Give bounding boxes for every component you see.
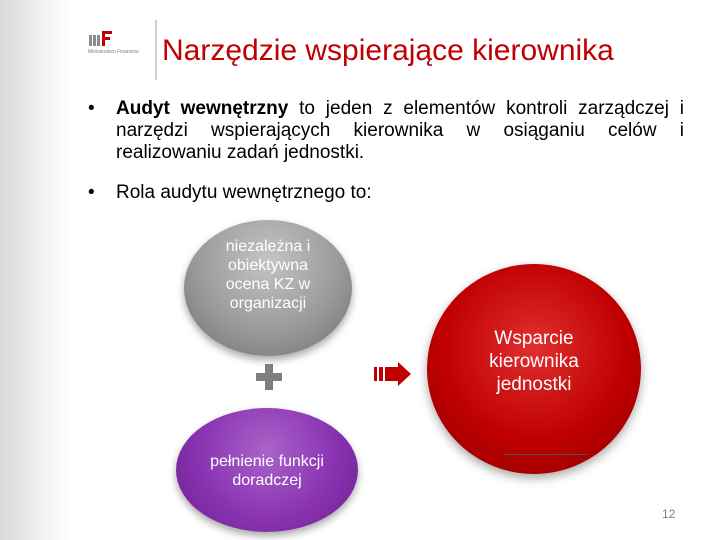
logo-text: Ministerstwo Finansów [88,49,139,55]
right-arrow-icon [374,362,412,386]
ministry-logo [88,28,148,68]
plus-icon [256,364,282,390]
bullet-item-role [88,182,684,204]
page-number: 12 [662,507,676,521]
support-circle-label: Wsparcie kierownika jednostki [489,327,579,395]
title-divider [155,20,157,80]
page-title: Narzędzie wspierające kierownika [162,34,614,67]
advisory-circle-label: pełnienie funkcji doradczej [210,453,324,489]
bullet-text: Rola audytu wewnętrznego to: [116,182,372,203]
support-circle [427,264,641,474]
bullet-list [88,98,684,204]
bullet-bold-term: Audyt wewnętrzny [116,98,289,119]
mf-logo-icon [88,28,118,50]
advisory-circle [176,408,358,532]
decorative-line [503,454,587,455]
bullet-item-audit [88,98,684,164]
assessment-circle [184,220,352,356]
assessment-circle-label: niezależna i obiektywna ocena KZ w organizacji [225,238,311,312]
bullet-marker: • [88,182,95,203]
side-gradient-strip [0,0,70,540]
bullet-marker: • [88,98,95,119]
bullet-text: to jeden z elementów kontroli zarządczej i narzędzi wspierających kierownika w osiąganiu celów i realizowaniu zadań jednostki. [116,98,684,163]
